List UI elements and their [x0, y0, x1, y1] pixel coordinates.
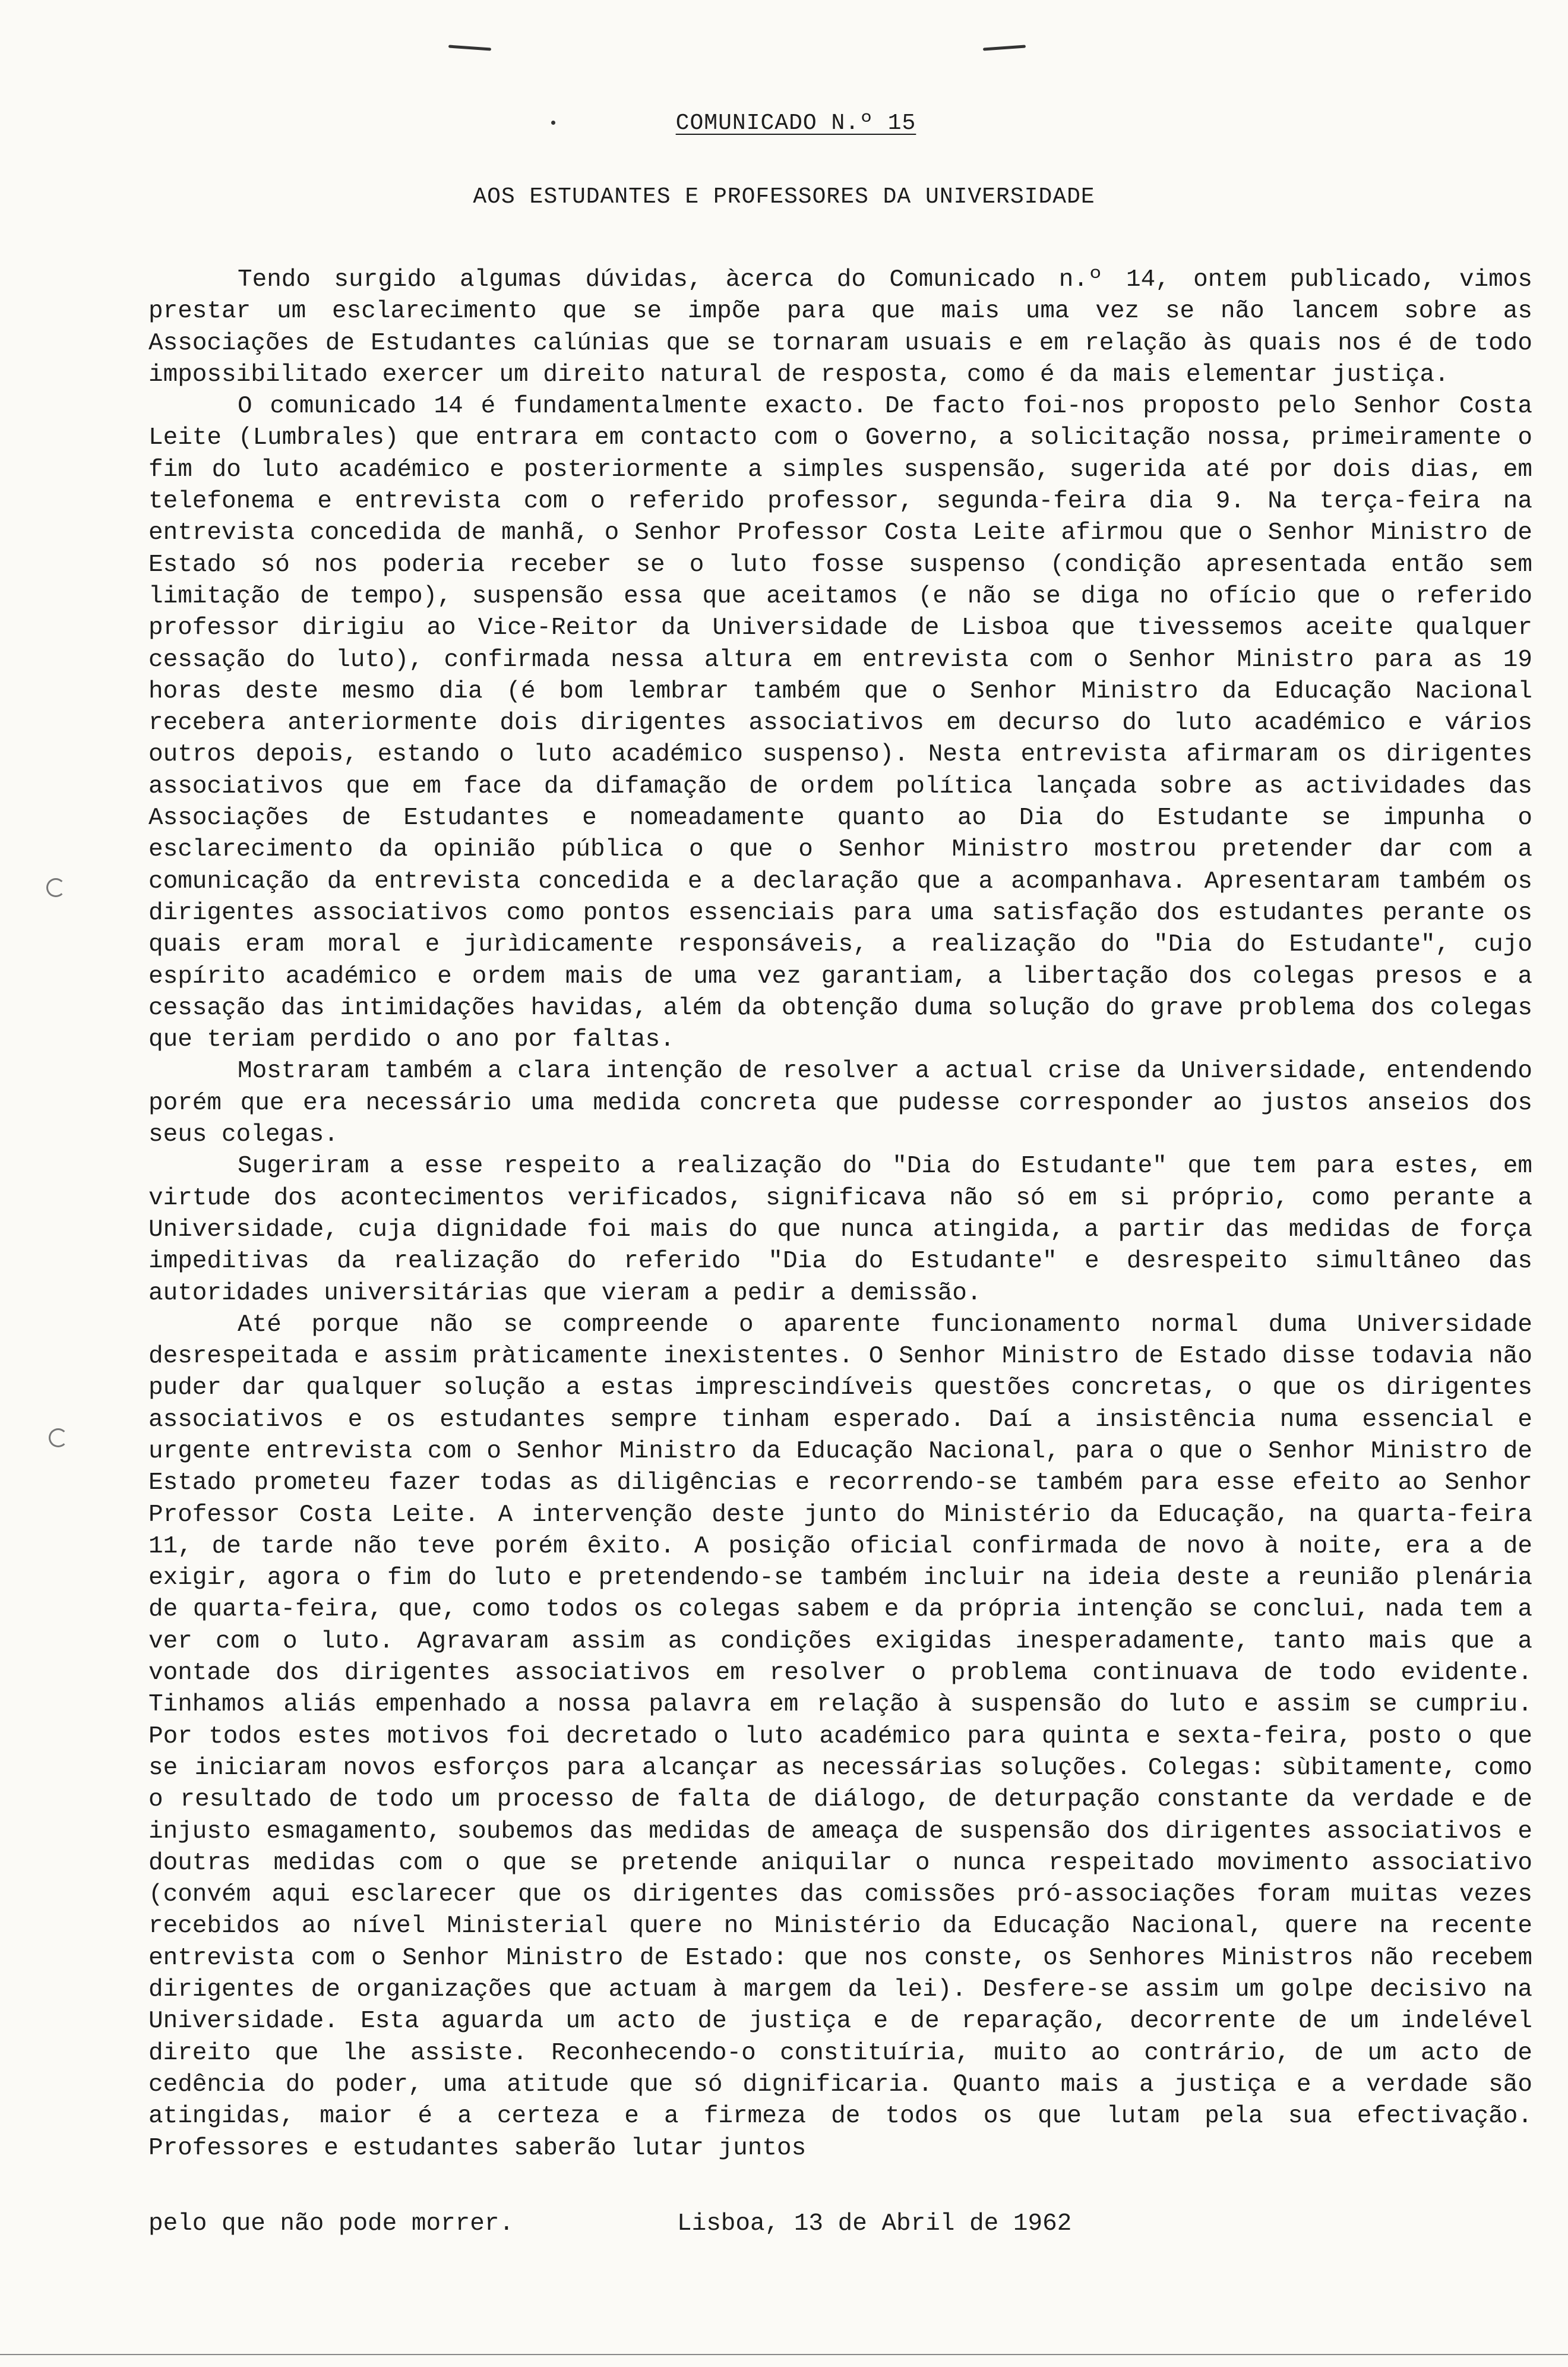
- closing-line: pelo que não pode morrer.: [148, 2210, 514, 2237]
- margin-mark-right: [983, 45, 1026, 51]
- document-subtitle: AOS ESTUDANTES E PROFESSORES DA UNIVERSIDADE: [473, 184, 1095, 210]
- dateline: Lisboa, 13 de Abril de 1962: [677, 2210, 1072, 2237]
- document-footer: [148, 2210, 1532, 2246]
- margin-smudge-icon: [49, 1428, 68, 1447]
- page-bottom-edge: [0, 2354, 1568, 2355]
- document-body: [148, 264, 1532, 2164]
- margin-smudge-icon: [46, 878, 65, 897]
- document-heading-text: COMUNICADO N.º 15: [675, 111, 916, 136]
- margin-mark-left: [448, 45, 491, 51]
- paragraph: Sugeriram a esse respeito a realização do "Dia do Estudante" que tem para estes, em virtude dos acontecimentos verificados, significava não só em si próprio, como perante a Universidade, cuja dignidade foi mais do que nunca atingida, a partir das medidas de força impeditivas da realização do referido "Dia do Estudante" e desrespeito simultâneo das autoridades universitárias que vieram a pedir a demissão.: [148, 1153, 1532, 1307]
- document-heading: [0, 111, 1568, 136]
- paragraph: Tendo surgido algumas dúvidas, àcerca do Comunicado n.º 14, ontem publicado, vimos prestar um esclarecimento que se impõe para que mais uma vez se não lancem sobre as Associações de Estudantes calúnias que se tornaram usuais e em relação às quais nos é de todo impossibilitado exercer um direito natural de resposta, como é da mais elementar justiça.: [148, 266, 1532, 389]
- paragraph: Mostraram também a clara intenção de resolver a actual crise da Universidade, entendendo porém que era necessário uma medida concreta que pudesse corresponder ao justos anseios dos seus colegas.: [148, 1058, 1532, 1149]
- paragraph: Até porque não se compreende o aparente funcionamento normal duma Universidade desrespeitada e assim pràticamente inexistentes. O Senhor Ministro de Estado disse todavia não puder dar qualquer solução a estas imprescindíveis questões concretas, o que os dirigentes associativos e os estudantes sempre tinham esperado. Daí a insistência numa essencial e urgente entrevista com o Senhor Ministro da Educação Nacional, para o que o Senhor Ministro de Estado prometeu fazer todas as diligências e recorrendo-se também para esse efeito ao Senhor Professor Costa Leite. A intervenção deste junto do Ministério da Educação, na quarta-feira 11, de tarde não teve porém êxito. A posição oficial confirmada de novo à noite, era a de exigir, agora o fim do luto e pretendendo-se também incluir na ideia deste a reunião plenária de quarta-feira, que, como todos os colegas sabem e da própria intenção se conclui, nada tem a ver com o luto. Agravaram assim as condições exigidas inesperadamente, tanto mais que a vontade dos dirigentes associativos em resolver o problema continuava de todo evidente. Tinhamos aliás empenhado a nossa palavra em relação à suspensão do luto e assim se cumpriu. Por todos estes motivos foi decretado o luto académico para quinta e sexta-feira, posto o que se iniciaram novos esforços para alcançar as necessárias soluções. Colegas: sùbitamente, como o resultado de todo um processo de falta de diálogo, de deturpação constante da verdade e de injusto esmagamento, soubemos das medidas de ameaça de suspensão dos dirigentes associativos e doutras medidas com o que se pretende aniquilar o nunca respeitado movimento associativo (convém aqui esclarecer que os dirigentes das comissões pró-associações foram muitas vezes recebidos ao nível Ministerial quere no Ministério da Educação Nacional, quere na recente entrevista com o Senhor Ministro de Estado: que nos conste, os Senhores Ministros não recebem dirigentes de organizações que actuam à margem da lei). Desfere-se assim um golpe decisivo na Universidade. Esta aguarda um acto de justiça e de reparação, decorrente de um indelével direito que lhe assiste. Reconhecendo-o constituíria, muito ao contrário, de um acto de cedência do poder, uma atitude que só dignificaria. Quanto mais a justiça e a verdade são atingidas, maior é a certeza e a firmeza de todos os que lutam pela sua efectivação. Professores e estudantes saberão lutar juntos: [148, 1311, 1532, 2162]
- paragraph: O comunicado 14 é fundamentalmente exacto. De facto foi-nos proposto pelo Senhor Costa Leite (Lumbrales) que entrara em contacto com o Governo, a solicitação nossa, primeiramente o fim do luto académico e posteriormente a simples suspensão, sugerida até por dois dias, em telefonema e entrevista com o referido professor, segunda-feira dia 9. Na terça-feira na entrevista concedida de manhã, o Senhor Professor Costa Leite afirmou que o Senhor Ministro de Estado só nos poderia receber se o luto fosse suspenso (condição apresentada então sem limitação de tempo), suspensão essa que aceitamos (e não se diga no ofício que o referido professor dirigiu ao Vice-Reitor da Universidade de Lisboa que tivessemos aceite qualquer cessação do luto), confirmada nessa altura em entrevista com o Senhor Ministro para as 19 horas deste mesmo dia (é bom lembrar também que o Senhor Ministro da Educação Nacional recebera anteriormente dois dirigentes associativos em decurso do luto académico e vários outros depois, estando o luto académico suspenso). Nesta entrevista afirmaram os dirigentes associativos que em face da difamação de ordem política lançada sobre as actividades das Associações de Estudantes e nomeadamente quanto ao Dia do Estudante se impunha o esclarecimento da opinião pública o que o Senhor Ministro mostrou pretender dar com a comunicação da entrevista concedida e a declaração que a acompanhava. Apresentaram também os dirigentes associativos como pontos essenciais para uma satisfação dos estudantes perante os quais eram moral e jurìdicamente responsáveis, a realização do "Dia do Estudante", cujo espírito académico e ordem mais de uma vez garantiam, a libertação dos colegas presos e a cessação das intimidações havidas, além da obtenção duma solução do grave problema dos colegas que teriam perdido o ano por faltas.: [148, 393, 1532, 1054]
